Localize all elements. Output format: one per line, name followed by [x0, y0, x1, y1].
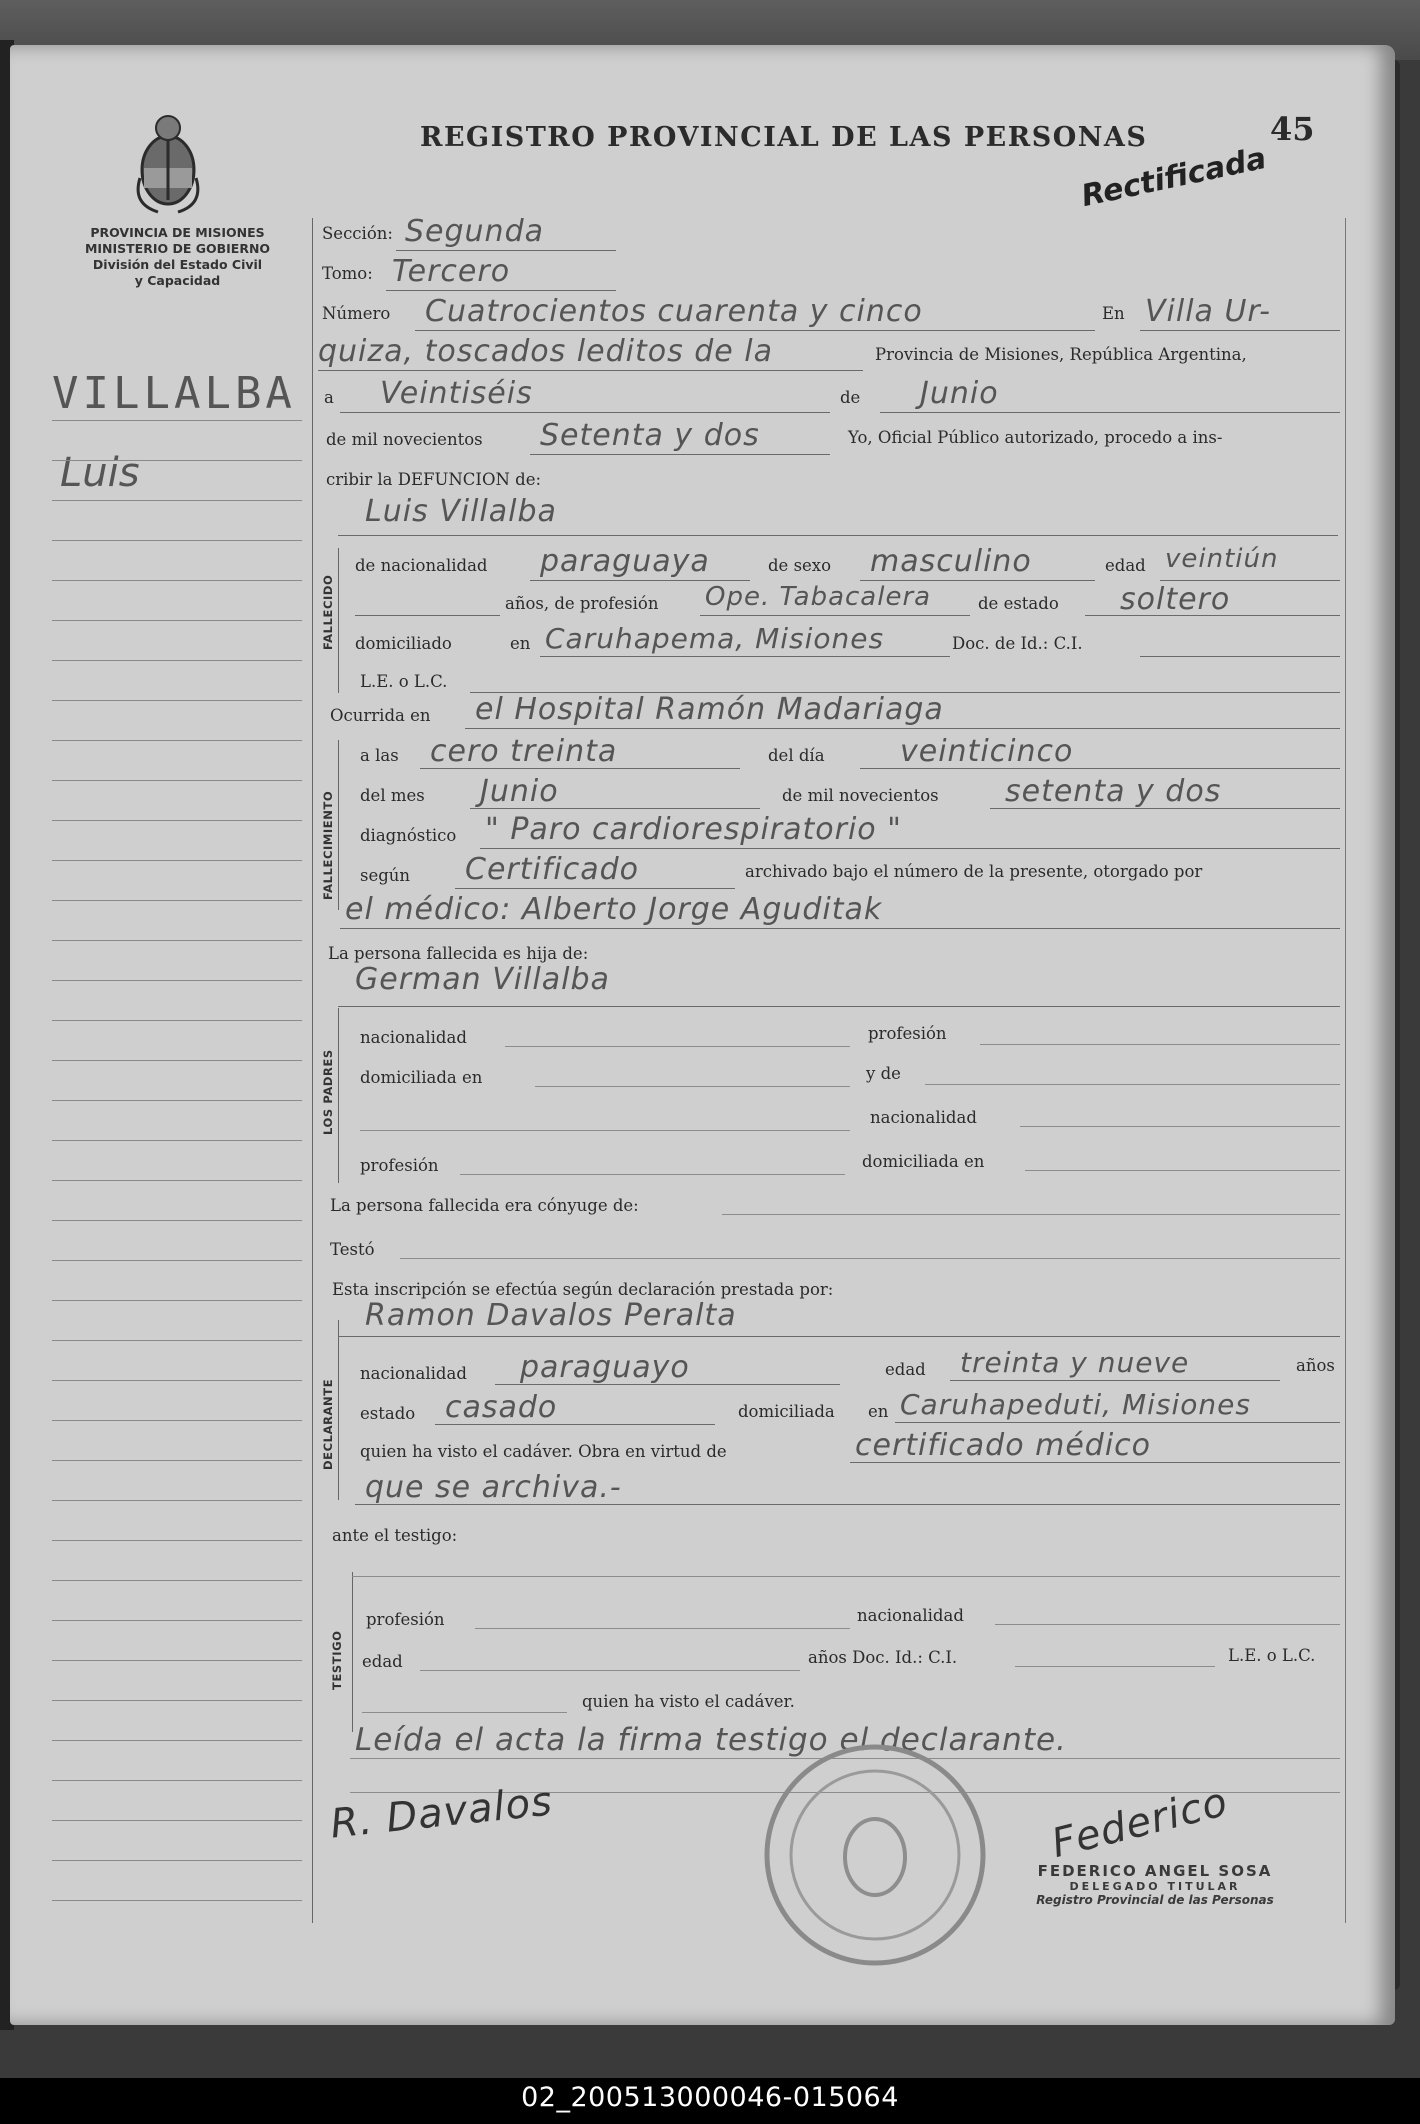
label-testo: Testó [330, 1240, 375, 1259]
margin-ruled-line [52, 1100, 302, 1101]
margin-ruled-line [52, 820, 302, 821]
line-padre-domicilio [535, 1086, 850, 1087]
signature-right: Federico [1047, 1778, 1233, 1868]
line-tomo [386, 290, 616, 291]
line-padre [338, 1006, 1340, 1007]
label-anos-profesion: años, de profesión [505, 594, 659, 613]
line-edad-cont [355, 615, 500, 616]
margin-ruled-line [52, 1460, 302, 1461]
line-declarante-obra [850, 1462, 1340, 1463]
line-madre-2 [360, 1130, 850, 1131]
value-declarante-domicilio: Caruhapeduti, Misiones [900, 1388, 1251, 1421]
label-declarante-anos: años [1296, 1356, 1335, 1375]
line-domicilio [540, 656, 950, 657]
stamp-line-1: FEDERICO ANGEL SOSA [1037, 1862, 1273, 1880]
value-seccion: Segunda [405, 214, 544, 249]
value-diagnostico: " Paro cardiorespiratorio " [485, 812, 902, 847]
line-doc-id [1140, 656, 1340, 657]
line-testigo-cadaver [362, 1712, 567, 1713]
line-ocurrida [465, 728, 1340, 729]
line-deceased-name [338, 535, 1338, 536]
value-de-mil: Setenta y dos [540, 418, 760, 453]
value-en-1: Villa Ur- [1145, 294, 1271, 329]
side-label-padres: LOS PADRES [321, 1049, 335, 1135]
margin-ruled-line [52, 1540, 302, 1541]
line-declarante-obra-2 [355, 1504, 1340, 1505]
label-testigo-le-lc: L.E. o L.C. [1228, 1646, 1316, 1665]
line-de-mil [530, 454, 830, 455]
line-profesion [700, 615, 970, 616]
value-en-2: quiza, toscados leditos de la [318, 334, 773, 369]
label-domiciliado: domiciliado [355, 634, 452, 653]
bracket-fallecimiento [338, 740, 339, 910]
line-madre-profesion [460, 1174, 845, 1175]
margin-ruled-line [52, 1620, 302, 1621]
label-hija-de: La persona fallecida es hija de: [328, 944, 589, 963]
value-declarante-estado: casado [445, 1390, 558, 1425]
line-en-2 [318, 370, 863, 371]
value-de: Junio [920, 376, 999, 411]
coat-of-arms-emblem [128, 108, 208, 218]
margin-ruled-line [52, 1580, 302, 1581]
label-cribir: cribir la DEFUNCION de: [326, 470, 542, 489]
line-testo [400, 1258, 1340, 1259]
official-round-seal [755, 1735, 995, 1975]
column-border-left [312, 218, 313, 1923]
margin-ruled-line [52, 980, 302, 981]
label-testigo-nacionalidad: nacionalidad [857, 1606, 964, 1625]
ministry-line-3: División del Estado Civil [92, 257, 263, 272]
line-testigo-profesion [475, 1628, 850, 1629]
value-a-las: cero treinta [430, 734, 618, 769]
label-padre-nacionalidad: nacionalidad [360, 1028, 467, 1047]
ministry-line-2: MINISTERIO DE GOBIERNO [84, 241, 271, 256]
ministry-line-1: PROVINCIA DE MISIONES [90, 225, 265, 240]
ministry-block [50, 225, 305, 289]
value-numero: Cuatrocientos cuarenta y cinco [425, 294, 923, 329]
value-sexo: masculino [870, 544, 1032, 579]
value-de-mil-2: setenta y dos [1005, 774, 1222, 809]
line-padre-profesion [980, 1044, 1340, 1045]
label-declarante-en: en [868, 1402, 889, 1421]
margin-ruled-line [52, 1780, 302, 1781]
margin-ruled-line [52, 420, 302, 421]
margin-ruled-line [52, 660, 302, 661]
value-segun: Certificado [465, 852, 640, 887]
line-declarante-nacionalidad [495, 1384, 840, 1385]
value-del-mes: Junio [480, 774, 559, 809]
line-sexo [860, 580, 1095, 581]
value-domicilio: Caruhapema, Misiones [545, 622, 885, 655]
label-en: En [1102, 304, 1125, 323]
value-a: Veintiséis [380, 376, 533, 411]
label-estado: de estado [978, 594, 1059, 613]
label-declarante-quien: quien ha visto el cadáver. Obra en virtud de [360, 1442, 727, 1461]
bracket-fallecido [338, 548, 339, 693]
label-numero: Número [322, 304, 391, 323]
margin-ruled-line [52, 620, 302, 621]
value-tomo: Tercero [392, 254, 511, 289]
label-sexo: de sexo [768, 556, 832, 575]
margin-ruled-line [52, 740, 302, 741]
line-de-mil-2 [990, 808, 1340, 809]
value-padre: German Villalba [355, 962, 610, 997]
column-border-right [1345, 218, 1346, 1923]
label-provincia: Provincia de Misiones, República Argentina, [875, 345, 1247, 364]
line-del-mes [470, 808, 760, 809]
line-conyuge [722, 1214, 1340, 1215]
line-padre-nacionalidad [505, 1046, 850, 1047]
margin-ruled-line [52, 1820, 302, 1821]
value-declarante: Ramon Davalos Peralta [365, 1298, 737, 1333]
margin-ruled-line [52, 1020, 302, 1021]
label-padre-domicilio: domiciliada en [360, 1068, 483, 1087]
value-ocurrida: el Hospital Ramón Madariaga [475, 692, 944, 727]
label-conyuge: La persona fallecida era cónyuge de: [330, 1196, 639, 1215]
value-declarante-edad: treinta y nueve [960, 1346, 1190, 1379]
label-declarante-nacionalidad: nacionalidad [360, 1364, 467, 1383]
margin-surname: VILLALBA [52, 368, 296, 419]
rectified-annotation: Rectificada [1078, 140, 1270, 215]
line-a-las [420, 768, 740, 769]
margin-ruled-line [52, 1660, 302, 1661]
label-a: a [324, 388, 334, 407]
side-label-testigo: TESTIGO [330, 1630, 344, 1690]
line-diagnostico [480, 848, 1340, 849]
label-domiciliado-en: en [510, 634, 531, 653]
value-del-dia: veinticinco [900, 734, 1074, 769]
bracket-declarante [338, 1320, 339, 1500]
margin-ruled-line [52, 700, 302, 701]
line-declarante-edad [950, 1380, 1280, 1381]
margin-ruled-line [52, 1340, 302, 1341]
label-de-mil: de mil novecientos [326, 430, 483, 449]
margin-ruled-line [52, 1260, 302, 1261]
margin-ruled-line [52, 1180, 302, 1181]
label-le-lc: L.E. o L.C. [360, 672, 448, 691]
margin-ruled-line [52, 1500, 302, 1501]
line-testigo-nacionalidad [995, 1624, 1340, 1625]
label-de: de [840, 388, 861, 407]
line-declarante-estado [435, 1424, 715, 1425]
line-seccion [396, 250, 616, 251]
side-label-fallecimiento: FALLECIMIENTO [321, 790, 335, 900]
label-testigo-quien: quien ha visto el cadáver. [582, 1692, 795, 1711]
label-nacionalidad: de nacionalidad [355, 556, 488, 575]
margin-ruled-line [52, 1420, 302, 1421]
label-madre-profesion: profesión [360, 1156, 439, 1175]
label-testigo-profesion: profesión [366, 1610, 445, 1629]
label-del-mes: del mes [360, 786, 425, 805]
label-edad: edad [1105, 556, 1146, 575]
margin-ruled-line [52, 1300, 302, 1301]
ministry-line-4: y Capacidad [134, 273, 221, 288]
line-declarante [338, 1336, 1340, 1337]
official-stamp [985, 1862, 1325, 1907]
side-label-declarante: DECLARANTE [321, 1378, 335, 1470]
label-inscripcion: Esta inscripción se efectúa según declaración prestada por: [332, 1280, 834, 1299]
margin-ruled-line [52, 1900, 302, 1901]
value-declarante-nacionalidad: paraguayo [520, 1350, 690, 1385]
margin-ruled-line [52, 780, 302, 781]
line-segun [455, 888, 735, 889]
margin-ruled-line [52, 1860, 302, 1861]
bracket-padres [338, 1008, 339, 1183]
label-declarante-estado: estado [360, 1404, 416, 1423]
label-ante-testigo: ante el testigo: [332, 1526, 458, 1545]
margin-ruled-line [52, 1700, 302, 1701]
label-de-mil-2: de mil novecientos [782, 786, 939, 805]
margin-ruled-line [52, 1140, 302, 1141]
label-doc-id: Doc. de Id.: C.I. [952, 634, 1083, 653]
stamp-line-3: Registro Provincial de las Personas [1036, 1893, 1274, 1907]
value-profesion: Ope. Tabacalera [705, 582, 932, 612]
label-declarante-domiciliada: domiciliada [738, 1402, 835, 1421]
stamp-line-2: DELEGADO TITULAR [1069, 1880, 1241, 1893]
label-yo-oficial: Yo, Oficial Público autorizado, procedo a ins- [848, 428, 1223, 447]
bracket-testigo [352, 1572, 353, 1732]
label-diagnostico: diagnóstico [360, 826, 457, 845]
line-madre-nacionalidad [1020, 1126, 1340, 1127]
label-declarante-edad: edad [885, 1360, 926, 1379]
line-testigo-doc [1015, 1666, 1215, 1667]
value-declarante-obra-2: que se archiva.- [365, 1470, 622, 1505]
line-de [880, 412, 1340, 413]
value-estado: soltero [1120, 582, 1231, 617]
line-testigo-edad [420, 1670, 800, 1671]
margin-ruled-line [52, 1060, 302, 1061]
label-segun: según [360, 866, 411, 885]
value-edad: veintiún [1165, 544, 1279, 574]
margin-ruled-line [52, 1220, 302, 1221]
margin-ruled-line [52, 500, 302, 501]
label-ocurrida-en: Ocurrida en [330, 706, 431, 725]
page-number: 45 [1270, 110, 1315, 148]
margin-ruled-line [52, 860, 302, 861]
label-testigo-edad: edad [362, 1652, 403, 1671]
line-del-dia [860, 768, 1340, 769]
value-declarante-obra: certificado médico [855, 1428, 1151, 1463]
value-nacionalidad: paraguaya [540, 544, 710, 579]
label-madre-domicilio: domiciliada en [862, 1152, 985, 1171]
line-testigo-name [352, 1576, 1340, 1577]
label-madre-nacionalidad: nacionalidad [870, 1108, 977, 1127]
closing-statement: Leída el acta la firma testigo el declarante. [355, 1722, 1067, 1758]
line-madre [925, 1084, 1340, 1085]
line-declarante-domicilio [895, 1422, 1340, 1423]
line-madre-domicilio [1025, 1170, 1340, 1171]
label-archivado: archivado bajo el número de la presente, otorgado por [745, 862, 1203, 881]
line-a [340, 412, 830, 413]
margin-ruled-line [52, 940, 302, 941]
line-numero [415, 330, 1095, 331]
label-del-dia: del día [768, 746, 825, 765]
label-seccion: Sección: [322, 224, 393, 243]
margin-ruled-line [52, 460, 302, 461]
label-a-las: a las [360, 746, 399, 765]
page-title: REGISTRO PROVINCIAL DE LAS PERSONAS [420, 122, 1148, 153]
margin-ruled-line [52, 1380, 302, 1381]
label-testigo-anos-doc: años Doc. Id.: C.I. [808, 1648, 958, 1667]
label-tomo: Tomo: [322, 264, 373, 283]
value-otorgado-por: el médico: Alberto Jorge Aguditak [345, 892, 883, 927]
line-estado [1085, 615, 1340, 616]
margin-ruled-line [52, 540, 302, 541]
value-deceased-name: Luis Villalba [365, 494, 557, 529]
label-madre-y-de: y de [866, 1064, 901, 1083]
margin-ruled-line [52, 900, 302, 901]
line-otorgado-por [340, 928, 1340, 929]
margin-given-name: Luis [60, 450, 140, 496]
line-edad [1160, 580, 1340, 581]
line-nacionalidad [530, 580, 750, 581]
archive-code: 02_200513000046-015064 [521, 2082, 899, 2113]
margin-ruled-line [52, 580, 302, 581]
line-en-1 [1140, 330, 1340, 331]
side-label-fallecido: FALLECIDO [321, 574, 335, 650]
label-padre-profesion: profesión [868, 1024, 947, 1043]
signature-left: R. Davalos [328, 1778, 555, 1848]
margin-ruled-line [52, 1740, 302, 1741]
